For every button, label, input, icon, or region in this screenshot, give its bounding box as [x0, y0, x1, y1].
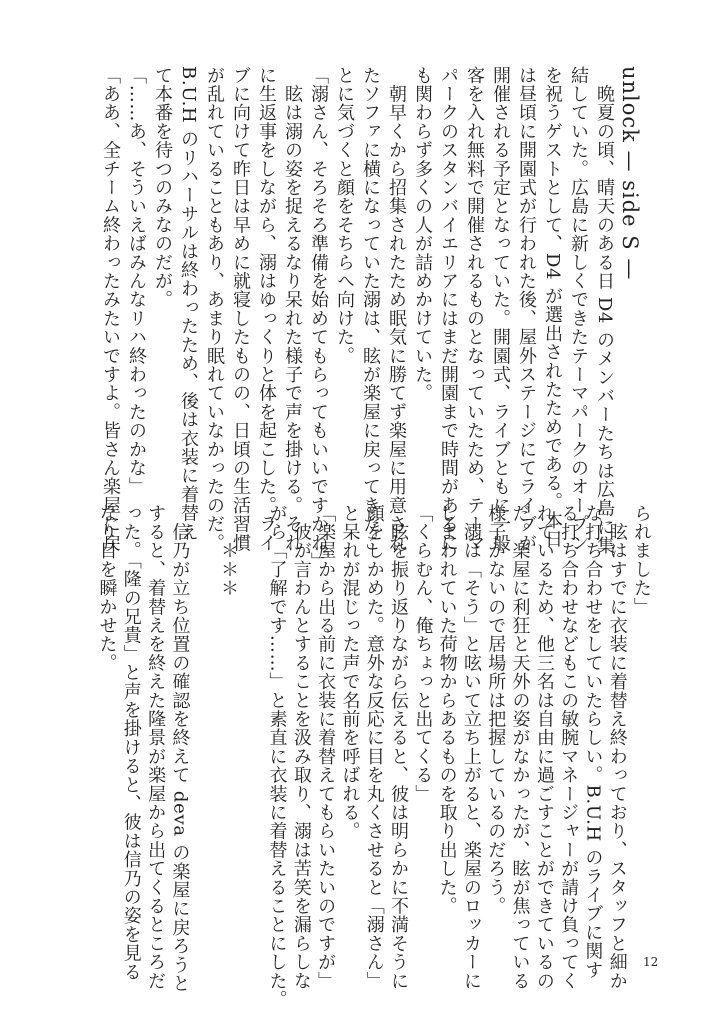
text-line [191, 504, 215, 944]
text-line: とに気づくと顔をそちらへ向けた。 [334, 66, 355, 366]
text-line: がら「了解です……」と素直に衣装に着替えることにした。 [266, 504, 288, 1009]
text-line: に生返事をしながら、溺はゆっくりと体を起こした。ライ [256, 66, 277, 553]
text-line: 客を入れ無料で開催されるものとなっていたため、テーマ [464, 66, 485, 553]
text-line: すると、着替えを終えた隆景が楽屋から出てくるところだ [145, 504, 167, 991]
text-line: る打ち合わせなどもこの敏腕マネージャーが請け負ってく [558, 504, 580, 991]
text-line: ＊＊＊ [217, 504, 239, 598]
text-line: られました」 [631, 504, 652, 617]
text-line: B.U.H のリハーサルは終わったため、後は衣装に着替え [178, 66, 199, 542]
text-line: 朝早くから招集されたため眠気に勝てず楽屋に用意され [386, 66, 407, 553]
text-line: パークのスタンバイエリアにはまだ開園まで時間があるに [438, 66, 459, 553]
text-line: 「溺さん、そろそろ準備を始めてもらってもいいですかね」 [308, 66, 329, 571]
text-line: 「くらむん、俺ちょっと出てくる」 [412, 504, 434, 804]
text-line: は昼頃に開園式が行われた後、屋外ステージにてライブが [516, 66, 537, 553]
text-line: 眩はすでに衣装に着替え終わっており、スタッフと細か [606, 504, 628, 991]
text-line: も関わらず多くの人が詰めかけていた。 [412, 66, 433, 403]
text-line: 様子がないので居場所は把握しているのだろう。 [485, 504, 507, 916]
text-line: 開催される予定となっていた。開園式、ライブともに一般 [490, 66, 511, 553]
text-line: 溺は「そう」と呟いて立ち上がると、楽屋のロッカーに [460, 504, 482, 991]
text-line: 眩は溺の姿を捉えるなり呆れた様子で声を掛ける。それ [282, 66, 303, 553]
text-line: を祝うゲストとして、D4 が選出されたためである。本日 [542, 66, 563, 549]
text-line: 結していた。広島に新しくできたテーマパークのオープン [568, 66, 589, 553]
text-line: なり目を瞬かせた。 [96, 504, 118, 673]
text-line: 眩を振り返りながら伝えると、彼は明らかに不満そうに [388, 504, 410, 991]
text-line: った。「隆の兄貴」と声を掛けると、彼は信乃の姿を見る [120, 504, 142, 982]
text-line: 晩夏の頃、晴天のある日 D4 のメンバーたちは広島に集 [594, 66, 615, 555]
text-line: しまわれていた荷物からあるものを取り出した。 [436, 504, 458, 916]
text-line: と呆れが混じった声で名前を呼ばれる。 [339, 504, 361, 841]
text-line: て本番を待つのみなのだが。 [152, 66, 173, 310]
text-line: 「ああ、全チーム終わったみたいですよ。皆さん楽屋に戻 [100, 66, 121, 553]
upper-text-block [97, 66, 643, 571]
text-line: 「楽屋から出る前に衣装に着替えてもらいたいのですが」 [315, 504, 337, 991]
text-line: が乱れていることもあり、あまり眠れていなかったのだ。 [204, 66, 225, 553]
text-line: 「……あ、そういえばみんなリハ終わったのかな」 [126, 66, 147, 497]
text-line: 彼が言わんとすることを汲み取り、溺は苦笑を漏らしな [290, 504, 312, 991]
text-line: ブに向けて昨日は早めに就寝したものの、日頃の生活習慣 [230, 66, 251, 553]
story-title: unlock — side S — [618, 66, 642, 281]
text-line: 信乃が立ち位置の確認を終えて deva の楽屋に戻ろうと [169, 504, 191, 993]
text-line: な打ち合わせをしていたらしい。B.U.H のライブに関す [582, 504, 604, 980]
text-line: 顔をしかめた。意外な反応に目を丸くさせると「溺さん」 [363, 504, 385, 991]
page-number: 12 [643, 955, 659, 969]
text-line: たソファに横になっていた溺は、眩が楽屋に戻ってきたこ [360, 66, 381, 553]
text-line: れているため、他三名は自由に過ごすことができているの [533, 504, 555, 991]
text-line [240, 504, 264, 944]
text-line: だ。楽屋に利狂と天外の姿がなかったが、眩が焦っている [509, 504, 531, 991]
